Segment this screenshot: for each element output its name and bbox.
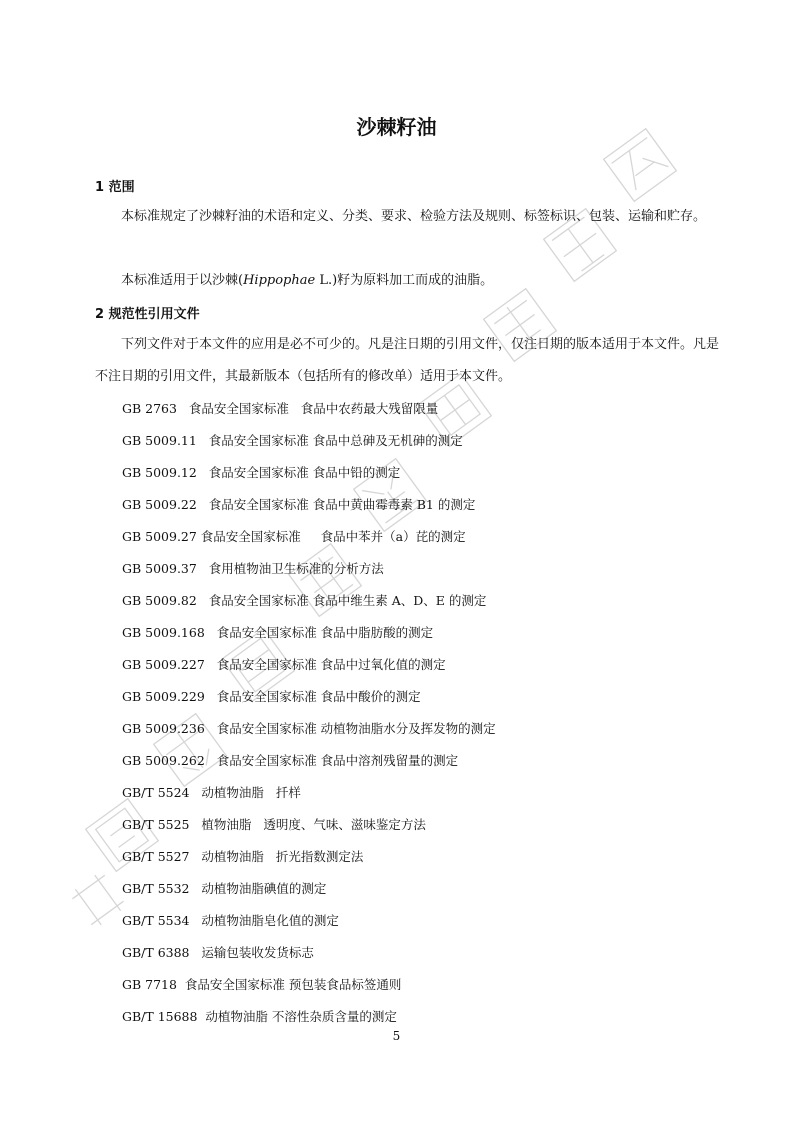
reference-item: GB 5009.168 食品安全国家标准 食品中脂肪酸的测定 <box>122 625 434 640</box>
reference-item: GB 5009.11 食品安全国家标准 食品中总砷及无机砷的测定 <box>122 433 463 448</box>
reference-item: GB 5009.229 食品安全国家标准 食品中酸价的测定 <box>122 689 421 704</box>
document-title: 沙棘籽油 <box>356 115 437 139</box>
scope-paragraph-2-latin-name: Hippophae <box>243 273 316 288</box>
reference-item: GB 5009.236 食品安全国家标准 动植物油脂水分及挥发物的测定 <box>122 721 496 736</box>
reference-item: GB 5009.227 食品安全国家标准 食品中过氧化值的测定 <box>122 657 446 672</box>
scope-paragraph-2 <box>95 265 720 297</box>
section-heading-scope: 1 范围 <box>95 180 135 195</box>
reference-item: GB/T 15688 动植物油脂 不溶性杂质含量的测定 <box>122 1009 397 1024</box>
reference-item: GB 5009.12 食品安全国家标准 食品中铅的测定 <box>122 465 401 480</box>
reference-item: GB/T 6388 运输包装收发货标志 <box>122 945 314 960</box>
reference-item: GB/T 5527 动植物油脂 折光指数测定法 <box>122 849 364 864</box>
section-heading-references: 2 规范性引用文件 <box>95 307 200 322</box>
scope-paragraph-1 <box>95 201 720 233</box>
reference-item: GB/T 5524 动植物油脂 扦样 <box>122 785 301 800</box>
reference-item: GB 5009.27 食品安全国家标准 食品中苯并（a）芘的测定 <box>122 529 466 544</box>
scope-paragraph-2-after: L.)籽为原料加工而成的油脂。 <box>315 273 494 288</box>
reference-item: GB/T 5532 动植物油脂碘值的测定 <box>122 881 327 896</box>
reference-item: GB 5009.82 食品安全国家标准 食品中维生素 A、D、E 的测定 <box>122 593 487 608</box>
references-intro <box>95 329 720 393</box>
scope-paragraph-2-before: 本标准适用于以沙棘( <box>121 273 244 288</box>
reference-item: GB 7718 食品安全国家标准 预包装食品标签通则 <box>122 977 402 992</box>
reference-item: GB/T 5525 植物油脂 透明度、气味、滋味鉴定方法 <box>122 817 426 832</box>
reference-item: GB 2763 食品安全国家标准 食品中农药最大残留限量 <box>122 401 439 416</box>
reference-item: GB/T 5534 动植物油脂皂化值的测定 <box>122 913 339 928</box>
reference-item: GB 5009.22 食品安全国家标准 食品中黄曲霉毒素 B1 的测定 <box>122 497 476 512</box>
scope-paragraph-1-text: 本标准规定了沙棘籽油的术语和定义、分类、要求、检验方法及规则、标签标识、包装、运输和贮存。 <box>121 209 707 224</box>
watermark-glyph <box>69 870 127 929</box>
page-number: 5 <box>392 1029 401 1043</box>
reference-item: GB 5009.37 食用植物油卫生标准的分析方法 <box>122 561 384 576</box>
reference-item: GB 5009.262 食品安全国家标准 食品中溶剂残留量的测定 <box>122 753 459 768</box>
references-intro-text: 下列文件对于本文件的应用是必不可少的。凡是注日期的引用文件，仅注日期的版本适用于本文件。凡是不注日期的引用文件，其最新版本（包括所有的修改单）适用于本文件。 <box>95 337 720 384</box>
